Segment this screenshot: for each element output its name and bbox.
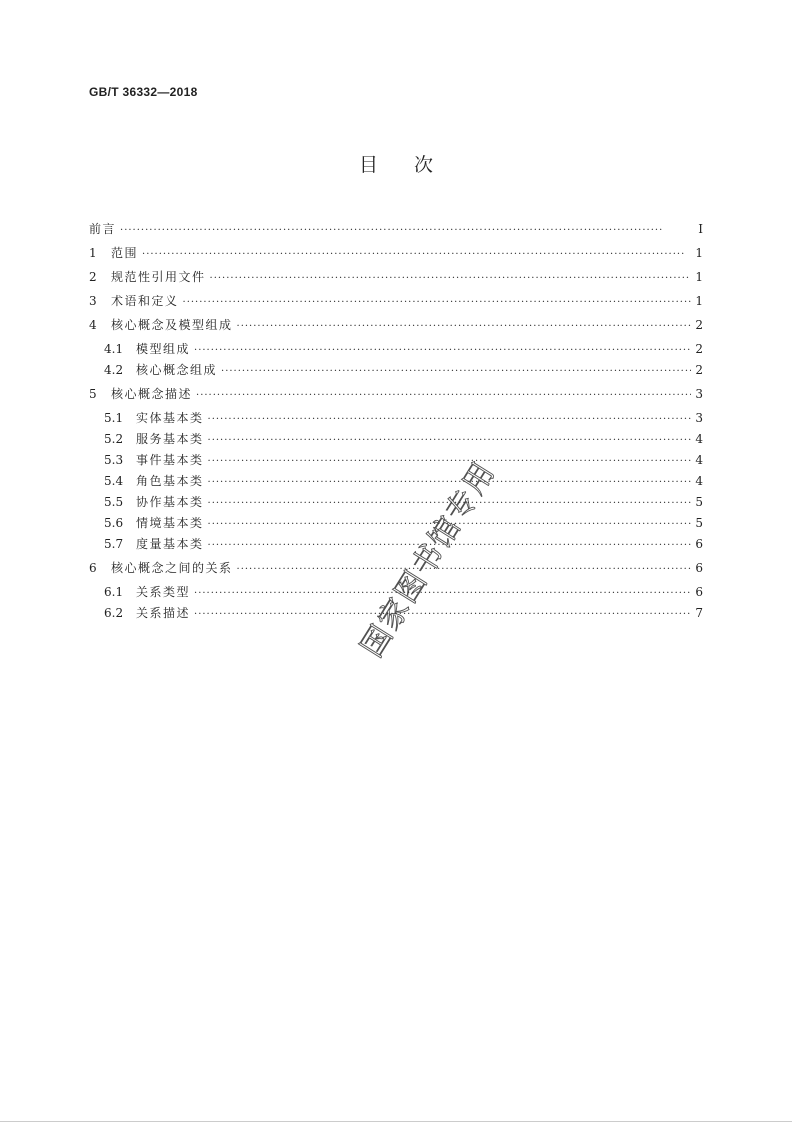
toc-entry-page: 5 xyxy=(695,495,703,509)
toc-entry-page: 3 xyxy=(695,411,703,425)
toc-dot-leader xyxy=(194,605,691,625)
toc-dot-leader xyxy=(120,221,691,241)
toc-entry[interactable] xyxy=(89,513,703,533)
toc-dot-leader xyxy=(221,362,691,382)
toc-entry-number: 5.2 xyxy=(104,432,124,446)
toc-entry-page: 6 xyxy=(695,561,703,575)
table-of-contents xyxy=(89,219,703,627)
watermark-text: 国家图书馆专用 xyxy=(354,454,503,664)
toc-dot-leader xyxy=(183,293,691,313)
toc-dot-leader xyxy=(208,410,691,430)
toc-entry-number: 2 xyxy=(89,270,97,284)
toc-entry-label: 核心概念组成 xyxy=(136,363,218,377)
toc-entry-number: 4.1 xyxy=(104,342,124,356)
toc-entry-number: 6.1 xyxy=(104,585,124,599)
toc-entry-label: 前言 xyxy=(89,222,117,236)
toc-entry-page: 2 xyxy=(695,318,703,332)
toc-entry-label: 核心概念描述 xyxy=(111,387,193,401)
toc-entry-page: 6 xyxy=(695,585,703,599)
toc-entry[interactable] xyxy=(89,315,703,335)
toc-entry-number: 4 xyxy=(89,318,97,332)
toc-entry-label: 服务基本类 xyxy=(136,432,204,446)
toc-entry-page: 4 xyxy=(695,432,703,446)
toc-entry-page: 1 xyxy=(695,294,703,308)
toc-entry[interactable] xyxy=(89,471,703,491)
toc-dot-leader xyxy=(208,431,691,451)
toc-dot-leader xyxy=(194,584,691,604)
toc-entry-page: 4 xyxy=(695,474,703,488)
toc-entry[interactable] xyxy=(89,339,703,359)
toc-entry[interactable] xyxy=(89,558,703,578)
toc-entry-label: 事件基本类 xyxy=(136,453,204,467)
toc-entry[interactable] xyxy=(89,219,703,239)
toc-entry-number: 5.4 xyxy=(104,474,124,488)
toc-entry[interactable] xyxy=(89,291,703,311)
toc-entry-label: 规范性引用文件 xyxy=(111,270,206,284)
toc-entry-number: 6 xyxy=(89,561,97,575)
toc-entry-page: 2 xyxy=(695,342,703,356)
toc-entry-label: 模型组成 xyxy=(136,342,191,356)
standard-code: GB/T 36332—2018 xyxy=(89,85,198,99)
toc-entry-number: 5.3 xyxy=(104,453,124,467)
toc-entry-page: 7 xyxy=(695,606,703,620)
toc-entry[interactable] xyxy=(89,582,703,602)
toc-entry-number: 1 xyxy=(89,246,97,260)
toc-entry[interactable] xyxy=(89,450,703,470)
toc-entry-page: Ⅰ xyxy=(698,222,703,236)
toc-entry-number: 3 xyxy=(89,294,97,308)
toc-dot-leader xyxy=(194,341,691,361)
toc-dot-leader xyxy=(208,494,691,514)
toc-entry-label: 实体基本类 xyxy=(136,411,204,425)
toc-dot-leader xyxy=(208,452,691,472)
toc-entry-label: 核心概念及模型组成 xyxy=(111,318,233,332)
toc-entry-number: 5 xyxy=(89,387,97,401)
toc-entry-label: 核心概念之间的关系 xyxy=(111,561,233,575)
toc-dot-leader xyxy=(210,269,691,289)
toc-entry-number: 5.1 xyxy=(104,411,124,425)
toc-entry[interactable] xyxy=(89,492,703,512)
toc-entry-label: 情境基本类 xyxy=(136,516,204,530)
toc-entry-label: 角色基本类 xyxy=(136,474,204,488)
toc-entry-page: 3 xyxy=(695,387,703,401)
toc-entry-label: 关系类型 xyxy=(136,585,191,599)
toc-entry-label: 范围 xyxy=(111,246,139,260)
toc-entry[interactable] xyxy=(89,384,703,404)
toc-title: 目次 xyxy=(358,154,469,176)
toc-dot-leader xyxy=(208,473,691,493)
toc-entry-label: 度量基本类 xyxy=(136,537,204,551)
toc-entry-page: 1 xyxy=(695,246,703,260)
toc-dot-leader xyxy=(208,515,691,535)
toc-dot-leader xyxy=(196,386,691,406)
toc-entry-label: 术语和定义 xyxy=(111,294,179,308)
toc-dot-leader xyxy=(208,536,691,556)
toc-entry-number: 5.6 xyxy=(104,516,124,530)
toc-entry[interactable] xyxy=(89,429,703,449)
toc-entry[interactable] xyxy=(89,408,703,428)
toc-entry[interactable] xyxy=(89,243,703,263)
toc-dot-leader xyxy=(142,245,691,265)
toc-entry-label: 协作基本类 xyxy=(136,495,204,509)
toc-entry-label: 关系描述 xyxy=(136,606,191,620)
toc-entry-number: 6.2 xyxy=(104,606,124,620)
toc-entry-number: 5.5 xyxy=(104,495,124,509)
toc-entry[interactable] xyxy=(89,360,703,380)
toc-entry[interactable] xyxy=(89,267,703,287)
toc-entry[interactable] xyxy=(89,603,703,623)
toc-entry-number: 4.2 xyxy=(104,363,124,377)
toc-entry-page: 4 xyxy=(695,453,703,467)
toc-dot-leader xyxy=(237,317,691,337)
toc-entry-page: 1 xyxy=(695,270,703,284)
toc-entry-page: 5 xyxy=(695,516,703,530)
toc-entry-page: 6 xyxy=(695,537,703,551)
toc-entry-number: 5.7 xyxy=(104,537,124,551)
toc-entry-page: 2 xyxy=(695,363,703,377)
toc-entry[interactable] xyxy=(89,534,703,554)
toc-dot-leader xyxy=(237,560,691,580)
